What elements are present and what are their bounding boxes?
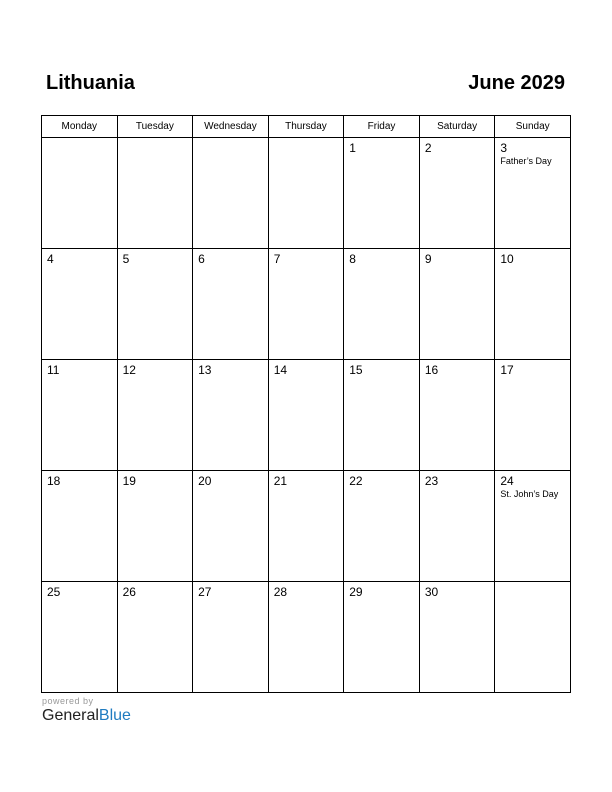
day-number: 16 [424, 363, 439, 377]
day-cell [495, 249, 571, 360]
day-number: 19 [122, 474, 136, 488]
day-cell [268, 138, 344, 249]
week-row [42, 360, 571, 471]
powered-by-text: powered by [42, 696, 94, 706]
day-number: 6 [198, 252, 205, 266]
day-cell [268, 360, 344, 471]
week-row [42, 582, 571, 693]
day-number: 7 [273, 252, 281, 266]
day-number: 14 [273, 363, 288, 377]
day-cell [117, 582, 193, 693]
weekday-header: Monday [42, 116, 118, 138]
day-cell [193, 249, 269, 360]
day-number: 1 [349, 141, 356, 155]
day-number: 27 [198, 585, 212, 599]
day-number: 26 [122, 585, 136, 599]
day-cell [193, 360, 269, 471]
day-number: 15 [349, 363, 363, 377]
day-number: 8 [349, 252, 356, 266]
day-cell [495, 138, 571, 249]
day-number: 21 [273, 474, 288, 488]
day-number: 13 [198, 363, 212, 377]
day-cell [117, 249, 193, 360]
day-number: 18 [47, 474, 61, 488]
day-number: 30 [424, 585, 439, 599]
day-cell [193, 471, 269, 582]
brand-general-text: General [42, 707, 99, 724]
day-number: 9 [424, 252, 432, 266]
day-cell [117, 471, 193, 582]
day-cell [419, 582, 495, 693]
generalblue-logo[interactable] [42, 707, 131, 725]
day-cell [344, 138, 420, 249]
day-cell [344, 249, 420, 360]
day-cell [268, 471, 344, 582]
day-cell [419, 360, 495, 471]
holiday-label: St. John’s Day [500, 489, 559, 499]
day-cell [117, 360, 193, 471]
week-row [42, 138, 571, 249]
day-number: 29 [349, 585, 363, 599]
holiday-label: Father’s Day [500, 156, 552, 166]
day-cell [419, 138, 495, 249]
day-cell [42, 582, 118, 693]
weekday-header: Thursday [268, 116, 344, 138]
day-number: 12 [122, 363, 136, 377]
day-cell [495, 582, 571, 693]
weekday-header-row [42, 116, 571, 138]
day-number: 10 [500, 252, 514, 266]
day-number: 4 [47, 252, 54, 266]
week-row [42, 249, 571, 360]
day-cell [268, 582, 344, 693]
day-cell [344, 471, 420, 582]
day-cell [344, 360, 420, 471]
calendar-grid [41, 115, 571, 693]
weekday-header: Wednesday [193, 116, 269, 138]
day-cell [117, 138, 193, 249]
week-row [42, 471, 571, 582]
day-number: 5 [122, 252, 130, 266]
day-number: 24 [500, 474, 514, 488]
day-number: 20 [198, 474, 212, 488]
day-cell [495, 471, 571, 582]
weekday-header: Saturday [419, 116, 495, 138]
day-cell [268, 249, 344, 360]
day-number: 28 [273, 585, 288, 599]
day-number: 22 [349, 474, 363, 488]
day-cell [42, 360, 118, 471]
day-number: 3 [500, 141, 508, 155]
footer-branding [42, 696, 131, 725]
day-cell [193, 138, 269, 249]
day-cell [193, 582, 269, 693]
day-cell [42, 249, 118, 360]
weekday-header: Tuesday [117, 116, 193, 138]
weekday-header: Friday [344, 116, 420, 138]
day-cell [344, 582, 420, 693]
country-title: Lithuania [46, 72, 135, 94]
month-year-title: June 2029 [468, 72, 565, 94]
day-number: 17 [500, 363, 514, 377]
weekday-header: Sunday [495, 116, 571, 138]
day-number: 2 [424, 141, 432, 155]
day-cell [42, 471, 118, 582]
day-number: 11 [47, 363, 60, 377]
day-cell [419, 471, 495, 582]
brand-blue-text: Blue [98, 707, 131, 724]
day-number: 25 [47, 585, 61, 599]
day-cell [495, 360, 571, 471]
day-cell [42, 138, 118, 249]
day-cell [419, 249, 495, 360]
day-number: 23 [424, 474, 439, 488]
